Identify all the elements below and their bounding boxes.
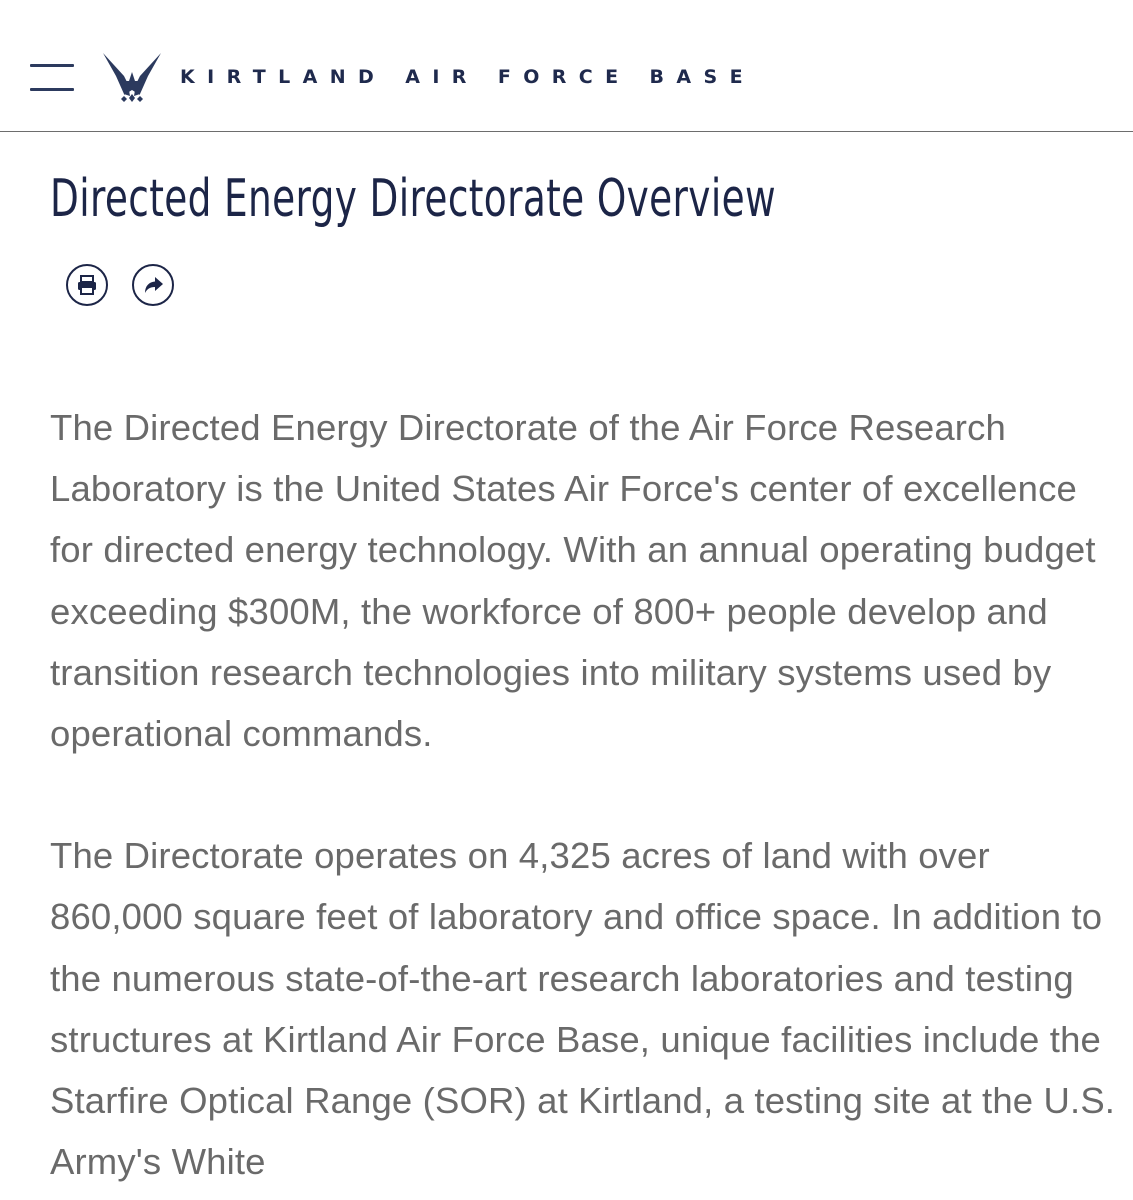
- site-brand-title[interactable]: KIRTLAND AIR FORCE BASE: [180, 66, 755, 88]
- air-force-symbol-icon[interactable]: [102, 50, 162, 105]
- hamburger-menu-icon[interactable]: [30, 64, 74, 92]
- article-body: [50, 397, 1130, 1200]
- share-icon: [142, 274, 164, 296]
- menu-line: [30, 88, 74, 91]
- site-header: [0, 0, 1133, 132]
- page-title: Directed Energy Directorate Overview: [50, 169, 776, 229]
- print-button[interactable]: [66, 264, 108, 306]
- menu-line: [30, 64, 74, 67]
- article-paragraph: The Directorate operates on 4,325 acres of land with over 860,000 square feet of laboratory and office space. In addition to the numerous state-of-the-art research laboratories and testing structures at Kirtland Air Force Base, unique facilities include the Starfire Optical Range (SOR) at Kirtland, a testing site at the U.S. Army's White: [50, 835, 1116, 1183]
- print-icon: [76, 274, 98, 296]
- share-button[interactable]: [132, 264, 174, 306]
- article-paragraph: The Directed Energy Directorate of the Air Force Research Laboratory is the United States Air Force's center of excellence for directed energy technology. With an annual operating budget exceeding $300M, the workforce of 800+ people develop and transition research technologies into military systems used by operational commands.: [50, 407, 1096, 755]
